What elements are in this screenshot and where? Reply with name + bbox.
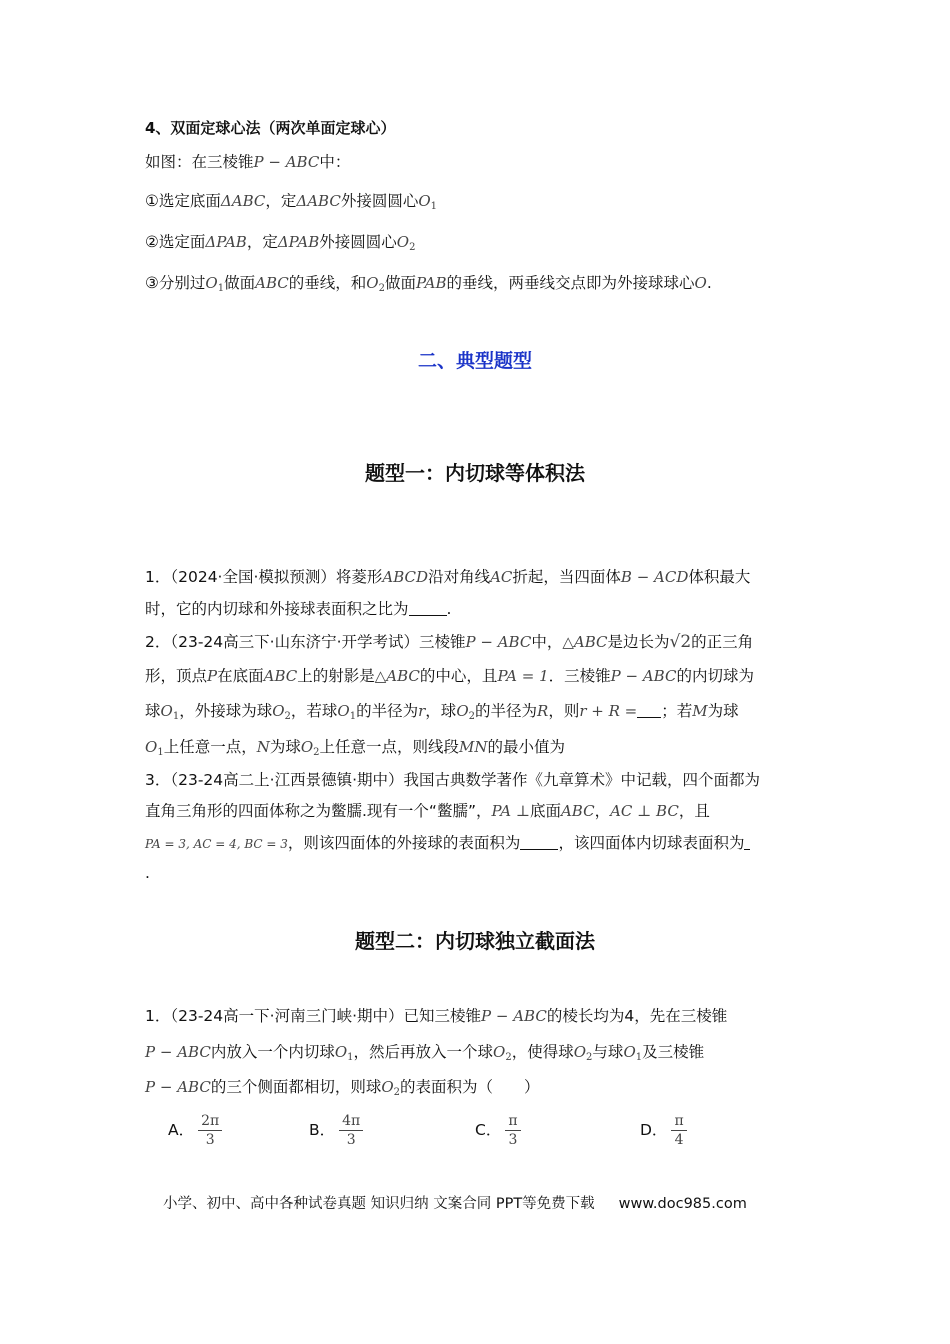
type2-q1-line3: P − ABC的三个侧面都相切，则球$O_2$的表面积为（ ） [145,1078,540,1098]
type2-q1-line1: 1．（23-24高一下·河南三门峡·期中）已知三棱锥P − ABC的棱长均为4，先在三棱锥 [145,1007,728,1025]
method4-step3: ③分别过$O_1$做面ABC的垂线，和$O_2$做面PAB的垂线，两垂线交点即为外接球球心O. [145,274,712,294]
footer-url[interactable]: www.doc985.com [618,1196,747,1212]
option-a[interactable]: A． $\frac{2\pi}{3}$ [168,1112,222,1149]
type1-q3-line4: . [145,864,150,882]
type1-q2-line4: $O_1$上任意一点，N为球$O_2$上任意一点，则线段MN的最小值为 [145,738,566,758]
option-d[interactable]: D． $\frac{\pi}{4}$ [640,1112,687,1149]
method4-intro: 如图：在三棱锥P − ABC中： [145,153,351,171]
type2-q1-line2: P − ABC内放入一个内切球$O_1$，然后再放入一个球$O_2$，使得球$O_2$与球$O_1$及三棱锥 [145,1043,705,1063]
method4-step2: ②选定面ΔPAB，定ΔPAB外接圆圆心$O_2$ [145,233,416,253]
fraction: $\frac{4\pi}{3}$ [339,1112,363,1149]
type1-q3-line1: 3．（23-24高二上·江西景德镇·期中）我国古典数学著作《九章算术》中记载，四个面都为 [145,771,761,789]
type1-q2-line1: 2．（23-24高三下·山东济宁·开学考试）三棱锥P − ABC中，△ABC是边长为√2的正三角 [145,632,754,652]
fraction: $\frac{\pi}{4}$ [671,1112,686,1149]
answer-blank [637,703,661,718]
type1-q1-line1: 1．（2024·全国·模拟预测）将菱形ABCD沿对角线AC折起，当四面体B − ACD体积最大 [145,568,751,586]
answer-blank [409,601,447,616]
page-footer [163,1192,747,1213]
fraction: $\frac{2\pi}{3}$ [198,1112,222,1149]
answer-blank [520,835,558,850]
type1-title: 题型一：内切球等体积法 [365,461,585,485]
section-title: 二、典型题型 [417,350,532,372]
fraction: $\frac{\pi}{3}$ [505,1112,520,1149]
footer-text: 小学、初中、高中各种试卷真题 知识归纳 文案合同 PPT等免费下载 [163,1196,595,1212]
answer-blank [744,835,750,850]
type1-q1-line2: 时，它的内切球和外接球表面积之比为 . [145,600,452,618]
type1-q3-line2: 直角三角形的四面体称之为鳖臑.现有一个“鳖臑”，PA ⊥底面ABC，AC ⊥ BC，且 [145,802,710,820]
method4-step1: ①选定底面ΔABC，定ΔABC外接圆圆心$O_1$ [145,192,438,212]
type1-q2-line3: 球$O_1$，外接球为球$O_2$，若球$O_1$的半径为r，球$O_2$的半径为R，则r + R = ；若M为球 [145,702,739,722]
type1-q2-line2: 形，顶点P在底面ABC上的射影是△ABC的中心，且PA = 1．三棱锥P − ABC的内切球为 [145,667,754,685]
option-c[interactable]: C． $\frac{\pi}{3}$ [475,1112,521,1149]
type2-title: 题型二：内切球独立截面法 [355,929,595,953]
method4-title: 4、双面定球心法（两次单面定球心） [145,119,396,137]
option-b[interactable]: B． $\frac{4\pi}{3}$ [309,1112,363,1149]
type1-q3-line3: PA = 3, AC = 4, BC = 3，则该四面体的外接球的表面积为 ，该四面体内切球表面积为 [145,831,750,853]
